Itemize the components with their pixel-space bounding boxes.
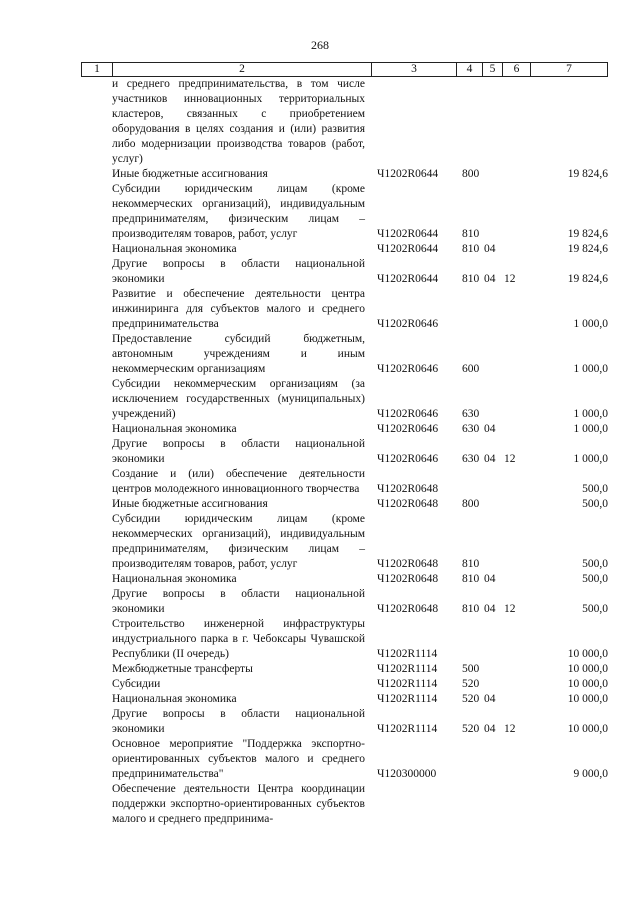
table-row bbox=[81, 737, 608, 782]
row-expense-type: 520 bbox=[462, 678, 480, 690]
row-name: Предоставление субсидий бюджетным, автономным учреждениям и иным некоммерческим организациям bbox=[112, 333, 365, 375]
row-name: Национальная экономика bbox=[112, 423, 237, 435]
row-expense-type: 500 bbox=[462, 663, 480, 675]
row-code: Ч1202R0646 bbox=[377, 318, 439, 330]
row-amount: 10 000,0 bbox=[567, 678, 608, 690]
table-row bbox=[81, 662, 608, 677]
row-name: Субсидии юридическим лицам (кроме некоммерческих организаций), индивидуальным предпринимателям, физическим лицам – производителям товаров, работ, услуг bbox=[112, 513, 365, 570]
row-amount: 10 000,0 bbox=[567, 648, 608, 660]
row-name: и среднего предпринимательства, в том числе участников инновационных территориальных кластеров, связанных с приобретением оборудования в целях создания и (или) развития либо модернизации производства товаров (работ, услуг) bbox=[112, 78, 365, 165]
row-code: Ч1202R0648 bbox=[377, 603, 439, 615]
row-amount: 1 000,0 bbox=[573, 453, 608, 465]
row-code: Ч1202R0644 bbox=[377, 243, 439, 255]
row-amount: 500,0 bbox=[582, 558, 608, 570]
row-name: Межбюджетные трансферты bbox=[112, 663, 253, 675]
row-name: Субсидии bbox=[112, 678, 161, 690]
row-code: Ч1202R0648 bbox=[377, 483, 439, 495]
row-amount: 1 000,0 bbox=[573, 363, 608, 375]
row-amount: 500,0 bbox=[582, 603, 608, 615]
row-name: Субсидии юридическим лицам (кроме некоммерческих организаций), индивидуальным предпринимателям, физическим лицам – производителям товаров, работ, услуг bbox=[112, 183, 365, 240]
row-subsection: 12 bbox=[504, 453, 516, 465]
row-amount: 1 000,0 bbox=[573, 423, 608, 435]
row-section: 04 bbox=[484, 723, 496, 735]
row-section: 04 bbox=[484, 693, 496, 705]
row-section: 04 bbox=[484, 573, 496, 585]
row-name: Создание и (или) обеспечение деятельности центров молодежного инновационного творчества bbox=[112, 468, 365, 495]
row-name: Строительство инженерной инфраструктуры индустриального парка в г. Чебоксары Чувашской Республики (II очередь) bbox=[112, 618, 365, 660]
row-section: 04 bbox=[484, 453, 496, 465]
header-col-4: 4 bbox=[457, 63, 483, 76]
row-expense-type: 630 bbox=[462, 423, 480, 435]
row-expense-type: 810 bbox=[462, 573, 480, 585]
row-name: Другие вопросы в области национальной экономики bbox=[112, 258, 365, 285]
row-code: Ч1202R0646 bbox=[377, 423, 439, 435]
row-subsection: 12 bbox=[504, 273, 516, 285]
table-row bbox=[81, 287, 608, 332]
row-expense-type: 810 bbox=[462, 558, 480, 570]
row-amount: 10 000,0 bbox=[567, 723, 608, 735]
table-row bbox=[81, 467, 608, 497]
table-row bbox=[81, 257, 608, 287]
table-row bbox=[81, 512, 608, 572]
table-header bbox=[81, 62, 608, 77]
row-amount: 1 000,0 bbox=[573, 408, 608, 420]
table-row bbox=[81, 677, 608, 692]
row-name: Основное мероприятие "Поддержка экспортно-ориентированных субъектов малого и среднего предпринимательства" bbox=[112, 738, 365, 780]
table-row bbox=[81, 587, 608, 617]
row-amount: 500,0 bbox=[582, 498, 608, 510]
row-name: Развитие и обеспечение деятельности центра инжиниринга для субъектов малого и среднего предпринимательства bbox=[112, 288, 365, 330]
row-code: Ч1202R1114 bbox=[377, 723, 438, 735]
row-section: 04 bbox=[484, 273, 496, 285]
row-amount: 10 000,0 bbox=[567, 693, 608, 705]
header-col-7: 7 bbox=[566, 63, 572, 75]
row-name: Иные бюджетные ассигнования bbox=[112, 498, 268, 510]
row-amount: 10 000,0 bbox=[567, 663, 608, 675]
header-col-3: 3 bbox=[372, 63, 457, 76]
row-code: Ч1202R0648 bbox=[377, 558, 439, 570]
row-expense-type: 520 bbox=[462, 693, 480, 705]
table-row bbox=[81, 437, 608, 467]
row-expense-type: 810 bbox=[462, 273, 480, 285]
row-section: 04 bbox=[484, 243, 496, 255]
row-code: Ч1202R1114 bbox=[377, 648, 438, 660]
header-col-2: 2 bbox=[113, 63, 372, 76]
table-row bbox=[81, 377, 608, 422]
row-amount: 1 000,0 bbox=[573, 318, 608, 330]
row-amount: 19 824,6 bbox=[567, 168, 608, 180]
table-row bbox=[81, 167, 608, 182]
table-row bbox=[81, 572, 608, 587]
row-section: 04 bbox=[484, 603, 496, 615]
header-col-1: 1 bbox=[82, 63, 113, 76]
row-expense-type: 810 bbox=[462, 603, 480, 615]
header-col-6: 6 bbox=[503, 63, 531, 76]
table-row bbox=[81, 242, 608, 257]
row-name: Другие вопросы в области национальной экономики bbox=[112, 438, 365, 465]
row-code: Ч1202R0648 bbox=[377, 498, 439, 510]
header-col-5: 5 bbox=[483, 63, 503, 76]
row-expense-type: 800 bbox=[462, 498, 480, 510]
row-name: Национальная экономика bbox=[112, 243, 237, 255]
row-amount: 19 824,6 bbox=[567, 243, 608, 255]
table-row bbox=[81, 782, 608, 827]
row-amount: 19 824,6 bbox=[567, 228, 608, 240]
table-row bbox=[81, 707, 608, 737]
row-amount: 9 000,0 bbox=[573, 768, 608, 780]
row-subsection: 12 bbox=[504, 603, 516, 615]
table-row bbox=[81, 497, 608, 512]
table-row bbox=[81, 77, 608, 167]
table-row bbox=[81, 692, 608, 707]
row-expense-type: 520 bbox=[462, 723, 480, 735]
row-expense-type: 810 bbox=[462, 243, 480, 255]
row-code: Ч1202R0646 bbox=[377, 408, 439, 420]
table-row bbox=[81, 332, 608, 377]
table-body bbox=[81, 77, 608, 827]
row-name: Другие вопросы в области национальной экономики bbox=[112, 588, 365, 615]
row-code: Ч1202R0644 bbox=[377, 228, 439, 240]
row-code: Ч1202R0648 bbox=[377, 573, 439, 585]
row-expense-type: 810 bbox=[462, 228, 480, 240]
row-name: Иные бюджетные ассигнования bbox=[112, 168, 268, 180]
row-name: Обеспечение деятельности Центра координации поддержки экспортно-ориентированных субъектов малого и среднего предпринима- bbox=[112, 783, 365, 825]
row-amount: 19 824,6 bbox=[567, 273, 608, 285]
row-name: Субсидии некоммерческим организациям (за исключением государственных (муниципальных) учреждений) bbox=[112, 378, 365, 420]
row-name: Национальная экономика bbox=[112, 693, 237, 705]
row-amount: 500,0 bbox=[582, 483, 608, 495]
page-number: 268 bbox=[311, 38, 329, 52]
row-code: Ч1202R1114 bbox=[377, 693, 438, 705]
row-name: Другие вопросы в области национальной экономики bbox=[112, 708, 365, 735]
row-name: Национальная экономика bbox=[112, 573, 237, 585]
row-section: 04 bbox=[484, 423, 496, 435]
row-subsection: 12 bbox=[504, 723, 516, 735]
table-row bbox=[81, 617, 608, 662]
row-code: Ч1202R1114 bbox=[377, 663, 438, 675]
row-code: Ч1202R0646 bbox=[377, 363, 439, 375]
table-row bbox=[81, 422, 608, 437]
row-code: Ч1202R0644 bbox=[377, 168, 439, 180]
row-expense-type: 800 bbox=[462, 168, 480, 180]
row-expense-type: 630 bbox=[462, 408, 480, 420]
row-amount: 500,0 bbox=[582, 573, 608, 585]
table-row bbox=[81, 182, 608, 242]
row-code: Ч120300000 bbox=[377, 768, 437, 780]
row-expense-type: 600 bbox=[462, 363, 480, 375]
row-code: Ч1202R0644 bbox=[377, 273, 439, 285]
row-code: Ч1202R1114 bbox=[377, 678, 438, 690]
row-expense-type: 630 bbox=[462, 453, 480, 465]
row-code: Ч1202R0646 bbox=[377, 453, 439, 465]
